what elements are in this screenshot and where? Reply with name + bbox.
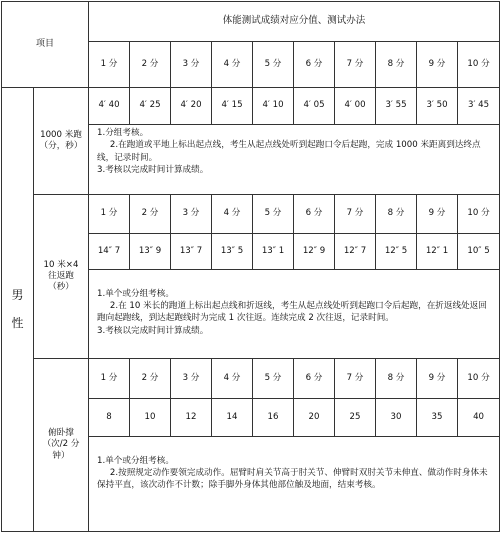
- event-name-pushup: 俯卧撑 （次/2 分 钟）: [34, 359, 89, 532]
- blank-cell: [89, 270, 500, 288]
- score-value: 35: [417, 399, 458, 437]
- rules-pushup: 1.单个或分组考核。 2.按照规定动作要领完成动作。屈臂时肩关节高于肘关节、伸臂时双肘关节未伸直、做动作时身体未保持平直，该次动作不计数；除手脚外身体其他部位触及地面，结束考核。: [89, 455, 500, 532]
- score-value: 4′ 15: [212, 88, 253, 125]
- score-value: 13″ 9: [130, 234, 171, 270]
- score-header: 2 分: [130, 42, 171, 88]
- score-header: 8 分: [376, 195, 417, 234]
- score-header: 5 分: [253, 42, 294, 88]
- score-header: 4 分: [212, 195, 253, 234]
- score-header: 4 分: [212, 42, 253, 88]
- score-value: 3′ 50: [417, 88, 458, 125]
- score-value: 40: [458, 399, 500, 437]
- score-value: 4′ 00: [335, 88, 376, 125]
- gender-cell: [2, 88, 34, 532]
- score-header: 10 分: [458, 42, 500, 88]
- score-header: 2 分: [130, 359, 171, 399]
- score-value: 20: [294, 399, 335, 437]
- score-header: 3 分: [171, 359, 212, 399]
- score-header: 5 分: [253, 195, 294, 234]
- score-value: 8: [89, 399, 130, 437]
- score-value: 25: [335, 399, 376, 437]
- score-header: 7 分: [335, 42, 376, 88]
- score-header: 1 分: [89, 42, 130, 88]
- rules-run1000: 1.分组考核。 2.在跑道或平地上标出起点线，考生从起点线处听到起跑口令后起跑，完成 1000 米距离到达终点线，记录时间。 3.考核以完成时间计算成绩。: [89, 125, 500, 195]
- score-header: 6 分: [294, 359, 335, 399]
- score-value: 13″ 7: [171, 234, 212, 270]
- rules-shuttle: 1.单个或分组考核。 2.在 10 米长的跑道上标出起点线和折返线，考生从起点线处听到起跑口令后起跑，在折返线处返回跑向起跑线，到达起跑线时为完成 1 次往返。连续完成 2 次往返，记录时间。 3.考核以完成时间计算成绩。: [89, 288, 500, 359]
- score-table: [1, 1, 500, 532]
- score-value: 12″ 7: [335, 234, 376, 270]
- score-header: 3 分: [171, 195, 212, 234]
- score-value: 12″ 1: [417, 234, 458, 270]
- score-value: 4′ 10: [253, 88, 294, 125]
- score-header: 8 分: [376, 42, 417, 88]
- run1000-values-row: [2, 88, 500, 125]
- score-header: 6 分: [294, 195, 335, 234]
- score-header: 5 分: [253, 359, 294, 399]
- table-title: 体能测试成绩对应分值、测试办法: [89, 2, 500, 42]
- score-value: 12″ 5: [376, 234, 417, 270]
- score-header: 9 分: [417, 42, 458, 88]
- score-value: 4′ 20: [171, 88, 212, 125]
- score-value: 3′ 45: [458, 88, 500, 125]
- header-title-row: [2, 2, 500, 42]
- event-name-run1000: 1000 米跑 （分，秒）: [34, 88, 89, 195]
- score-value: 4′ 40: [89, 88, 130, 125]
- score-header: 7 分: [335, 359, 376, 399]
- shuttle-score-row: [2, 195, 500, 234]
- score-header: 1 分: [89, 195, 130, 234]
- score-header: 9 分: [417, 359, 458, 399]
- score-value: 10: [130, 399, 171, 437]
- gender-label: 男: [11, 287, 24, 302]
- score-header: 4 分: [212, 359, 253, 399]
- score-value: 13″ 5: [212, 234, 253, 270]
- score-header: 10 分: [458, 195, 500, 234]
- score-header: 7 分: [335, 195, 376, 234]
- score-value: 16: [253, 399, 294, 437]
- score-value: 4′ 25: [130, 88, 171, 125]
- score-header: 3 分: [171, 42, 212, 88]
- score-table-page: [1, 1, 499, 533]
- item-header: [2, 2, 89, 88]
- score-header: 1 分: [89, 359, 130, 399]
- score-value: 13″ 1: [253, 234, 294, 270]
- score-value: 14: [212, 399, 253, 437]
- score-header: 2 分: [130, 195, 171, 234]
- score-header: 9 分: [417, 195, 458, 234]
- event-name-shuttle: 10 米×4 往返跑 （秒）: [34, 195, 89, 359]
- score-value: 10″ 5: [458, 234, 500, 270]
- score-header: 10 分: [458, 359, 500, 399]
- score-value: 4′ 05: [294, 88, 335, 125]
- score-value: 30: [376, 399, 417, 437]
- score-value: 14″ 7: [89, 234, 130, 270]
- score-header: 8 分: [376, 359, 417, 399]
- score-value: 12: [171, 399, 212, 437]
- blank-cell: [89, 437, 500, 455]
- score-header: 6 分: [294, 42, 335, 88]
- score-value: 3′ 55: [376, 88, 417, 125]
- pushup-score-row: [2, 359, 500, 399]
- gender-label: 性: [11, 315, 24, 330]
- item-header-label: 项目: [36, 38, 55, 49]
- score-value: 12″ 9: [294, 234, 335, 270]
